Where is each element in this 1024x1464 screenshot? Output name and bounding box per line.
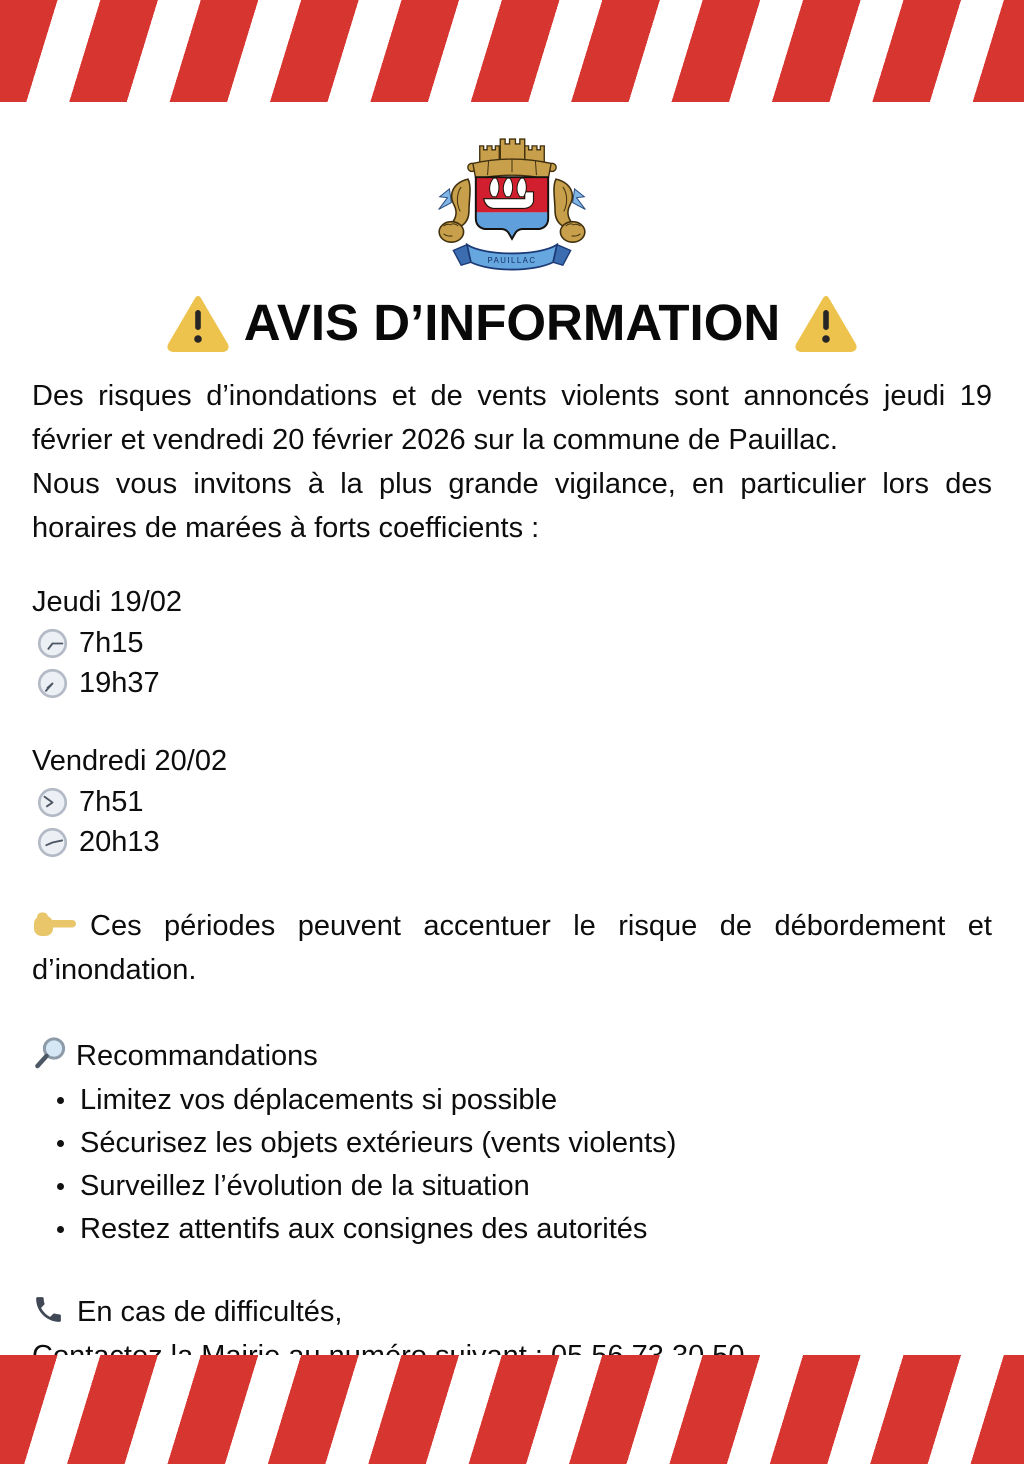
- title-row: [32, 293, 992, 352]
- magnifier-icon: [32, 1035, 69, 1072]
- contact-intro: En cas de difficultés,: [77, 1296, 343, 1328]
- flood-risk-note: [32, 904, 992, 992]
- tide-time: 20h13: [79, 826, 160, 858]
- intro-section: [32, 374, 992, 550]
- crest-banner-ribbon-icon: [453, 245, 570, 270]
- recommendations-heading-row: [32, 1034, 992, 1078]
- recommendation-item: Sécurisez les objets extérieurs (vents violents): [32, 1122, 992, 1165]
- day-heading: Jeudi 19/02: [32, 586, 182, 618]
- intro-paragraph-1: Des risques d’inondations et de vents violents sont annoncés jeudi 19 février et vendredi 20 février 2026 sur la commune de Pauillac.: [32, 380, 992, 456]
- day-heading: Vendredi 20/02: [32, 745, 228, 777]
- tide-time-row: [32, 822, 992, 862]
- page-title: AVIS D’INFORMATION: [243, 294, 781, 351]
- recommendation-item: Restez attentifs aux consignes des autorités: [32, 1208, 992, 1251]
- bottom-hazard-stripes: [0, 1355, 1024, 1464]
- tide-day-group: [32, 740, 992, 862]
- crest-banner-text: PAUILLAC: [487, 256, 537, 266]
- crest-container: [32, 132, 992, 281]
- crest-shield-icon: [476, 177, 548, 239]
- clock-icon: [37, 668, 68, 699]
- clock-icon: [37, 628, 68, 659]
- clock-icon: [37, 787, 68, 818]
- flood-risk-note-text: Ces périodes peuvent accentuer le risque de débordement et d’inondation.: [32, 910, 992, 986]
- intro-paragraph-2: Nous vous invitons à la plus grande vigilance, en particulier lors des horaires de marées à forts coefficients :: [32, 468, 992, 544]
- tide-time: 7h15: [79, 627, 144, 659]
- crest-left-ornament-icon: [439, 179, 470, 242]
- tide-time-row: [32, 663, 992, 703]
- warning-icon: [166, 294, 230, 352]
- crest-ship-icon: [484, 178, 534, 208]
- recommendation-item: Limitez vos déplacements si possible: [32, 1079, 992, 1122]
- recommendations-section: [32, 1034, 992, 1251]
- tide-time-row: [32, 623, 992, 663]
- notice-content: [0, 102, 1024, 1378]
- crest-mural-crown-icon: [468, 139, 556, 179]
- phone-icon: [32, 1293, 65, 1326]
- pauillac-coat-of-arms-icon: [424, 132, 600, 281]
- contact-intro-row: [32, 1290, 992, 1334]
- recommendations-heading: Recommandations: [76, 1040, 318, 1072]
- clock-icon: [37, 827, 68, 858]
- recommendations-list: [32, 1079, 992, 1251]
- recommendation-item: Surveillez l’évolution de la situation: [32, 1165, 992, 1208]
- pointing-right-icon: [32, 908, 78, 940]
- tide-time-row: [32, 782, 992, 822]
- tide-time: 19h37: [79, 667, 160, 699]
- warning-icon: [794, 294, 858, 352]
- tide-day-group: [32, 581, 992, 703]
- top-hazard-stripes: [0, 0, 1024, 102]
- tide-time: 7h51: [79, 786, 144, 818]
